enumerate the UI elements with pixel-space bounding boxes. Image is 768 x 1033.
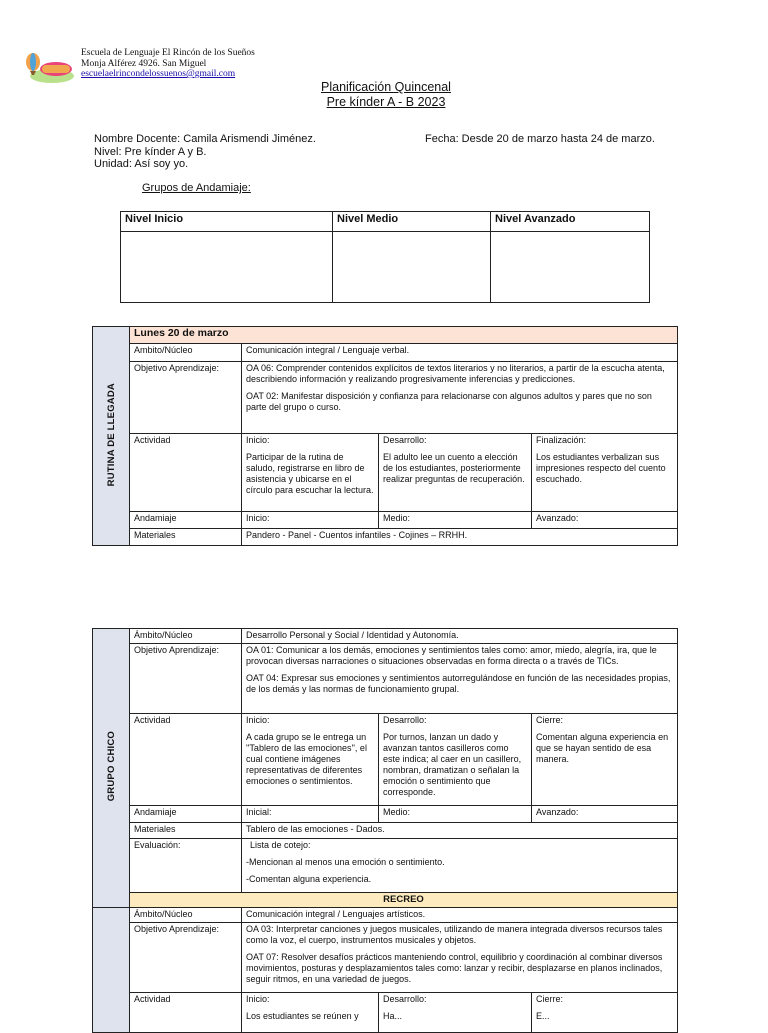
eval-item: Lista de cotejo: (250, 840, 311, 850)
objetivo-value (242, 362, 678, 434)
andamiaje-label: Andamiaje (130, 806, 242, 823)
cierre-text: Comentan alguna experiencia en que se hayan sentido de esa manera. (536, 732, 669, 764)
desarrollo-label: Desarrollo: (383, 715, 427, 725)
title-line: Planificación Quincenal (321, 80, 451, 94)
ambito-value: Comunicación integral / Lenguaje verbal. (242, 344, 678, 362)
objetivo-value (242, 644, 678, 714)
materiales-value: Pandero - Panel - Cuentos infantiles - Cojines – RRHH. (242, 529, 678, 546)
actividad-label: Actividad (130, 993, 242, 1033)
document-title (0, 80, 768, 110)
desarrollo-label: Desarrollo: (383, 994, 427, 1004)
cierre-text: E... (536, 1011, 550, 1021)
andamiaje-avanzado: Avanzado: (532, 512, 678, 529)
school-email-link[interactable]: escuelaelrincondelossuenos@gmail.com (81, 69, 236, 79)
actividad-label: Actividad (130, 434, 242, 512)
grupo-chico-side-label (93, 629, 130, 908)
ambito-label: Ambito/Núcleo (130, 344, 242, 362)
andamiaje-avanzado: Avanzado: (532, 806, 678, 823)
objetivo-label: Objetivo Aprendizaje: (130, 644, 242, 714)
actividad-desarrollo (379, 993, 532, 1033)
unidad-line: Unidad: Así soy yo. (94, 158, 189, 170)
actividad-desarrollo (379, 434, 532, 512)
school-name: Escuela de Lenguaje El Rincón de los Sueños (81, 48, 255, 58)
oa-text: OA 06: Comprender contenidos explícitos de textos literarios y no literarios, a partir de la escucha atenta, describiendo información y realizando progresivamente inferencias y predicciones. (246, 363, 665, 384)
actividad-final (532, 434, 678, 512)
subtitle-line: Pre kínder A - B 2023 (326, 95, 446, 109)
docente-line: Nombre Docente: Camila Arismendi Jiménez. (94, 133, 316, 145)
oat-text: OAT 07: Resolver desafíos prácticos manteniendo control, equilibrio y coordinación al combinar diversos movimientos, posturas y desplazamientos tales como: lanzar y recibir, desplazarse en planos inclinados, seguir ritmos, en una variedad de juegos. (246, 952, 663, 984)
inicio-label: Inicio: (246, 715, 270, 725)
rutina-table (92, 326, 678, 546)
oat-text: OAT 04: Expresar sus emociones y sentimientos autorregulándose en función de las necesidades propias, de los demás y las normas de funcionamiento grupal. (246, 673, 671, 694)
cierre-label: Cierre: (536, 994, 564, 1004)
actividad-label: Actividad (130, 714, 242, 806)
grupo-chico-side-text: GRUPO CHICO (105, 731, 117, 802)
level-medio-cell (333, 232, 491, 303)
final-label: Finalización: (536, 435, 587, 445)
level-inicio-cell (121, 232, 333, 303)
andamiaje-inicio: Inicio: (242, 512, 379, 529)
objetivo-value (242, 923, 678, 993)
meta-info (94, 133, 316, 171)
desarrollo-text: Ha... (383, 1011, 403, 1021)
actividad-desarrollo (379, 714, 532, 806)
objetivo-label: Objetivo Aprendizaje: (130, 923, 242, 993)
musica-side-label (93, 908, 130, 1033)
school-address: Monja Alférez 4926. San Miguel (81, 58, 207, 69)
rutina-side-label (93, 327, 130, 546)
andamiaje-label: Andamiaje (130, 512, 242, 529)
andamiaje-medio: Medio: (379, 806, 532, 823)
day-header: Lunes 20 de marzo (130, 327, 678, 344)
desarrollo-label: Desarrollo: (383, 435, 427, 445)
objetivo-label: Objetivo Aprendizaje: (130, 362, 242, 434)
evaluacion-value (242, 839, 678, 893)
inicio-text: A cada grupo se le entrega un ''Tablero de las emociones'', el cual contiene imágenes representativas de diferentes emociones o sentimientos. (246, 732, 367, 786)
actividad-inicio (242, 714, 379, 806)
actividad-inicio (242, 434, 379, 512)
levels-table (120, 211, 650, 303)
actividad-cierre (532, 714, 678, 806)
level-avanzado-cell (491, 232, 650, 303)
materiales-label: Materiales (130, 529, 242, 546)
andamiaje-inicio: Inicial: (242, 806, 379, 823)
ambito-label: Ámbito/Núcleo (130, 629, 242, 644)
desarrollo-text: Por turnos, lanzan un dado y avanzan tantos casilleros como este indica; al caer en un casillero, nombran, dramatizan o señalan la emoción o sentimiento que corresponde. (383, 732, 522, 797)
ambito-value: Desarrollo Personal y Social / Identidad y Autonomía. (242, 629, 678, 644)
grupos-heading: Grupos de Andamiaje: (142, 182, 251, 194)
actividad-inicio (242, 993, 379, 1033)
school-info (81, 48, 255, 80)
level-avanzado-header: Nivel Avanzado (491, 212, 650, 232)
inicio-label: Inicio: (246, 994, 270, 1004)
eval-item: -Mencionan al menos una emoción o sentimiento. (246, 857, 445, 867)
materiales-label: Materiales (130, 823, 242, 839)
fecha-line: Fecha: Desde 20 de marzo hasta 24 de marzo. (425, 133, 655, 145)
oa-text: OA 01: Comunicar a los demás, emociones y sentimientos tales como: amor, miedo, alegría, ira, que le provocan diversas narraciones o situaciones observadas en forma directa o a través de TICs. (246, 645, 657, 666)
nivel-line: Nivel: Pre kínder A y B. (94, 145, 207, 158)
oa-text: OA 03: Interpretar canciones y juegos musicales, utilizando de manera integrada diversos recursos tales como la voz, el cuerpo, instrumentos musicales y objetos. (246, 924, 663, 945)
cierre-label: Cierre: (536, 715, 564, 725)
actividad-cierre (532, 993, 678, 1033)
inicio-label: Inicio: (246, 435, 270, 445)
inicio-text: Los estudiantes se reúnen y (246, 1011, 359, 1021)
desarrollo-text: El adulto lee un cuento a elección de los estudiantes, posteriormente realizar preguntas de recuperación. (383, 452, 525, 484)
rutina-side-text: RUTINA DE LLEGADA (105, 382, 117, 487)
evaluacion-label: Evaluación: (130, 839, 242, 893)
materiales-value: Tablero de las emociones - Dados. (242, 823, 678, 839)
level-inicio-header: Nivel Inicio (121, 212, 333, 232)
recreo-bar: RECREO (130, 893, 678, 908)
eval-item: -Comentan alguna experiencia. (246, 874, 372, 884)
final-text: Los estudiantes verbalizan sus impresiones respecto del cuento escuchado. (536, 452, 666, 484)
andamiaje-medio: Medio: (379, 512, 532, 529)
oat-text: OAT 02: Manifestar disposición y confianza para relacionarse con algunos adultos y pares que no son parte del grupo o curso. (246, 391, 652, 412)
level-medio-header: Nivel Medio (333, 212, 491, 232)
ambito-label: Ámbito/Núcleo (130, 908, 242, 923)
ambito-value: Comunicación integral / Lenguajes artísticos. (242, 908, 678, 923)
grupo-chico-table (92, 628, 678, 1033)
school-logo (22, 48, 82, 84)
inicio-text: Participar de la rutina de saludo, registrarse en libro de asistencia y ubicarse en el círculo para escuchar la lectura. (246, 452, 374, 495)
